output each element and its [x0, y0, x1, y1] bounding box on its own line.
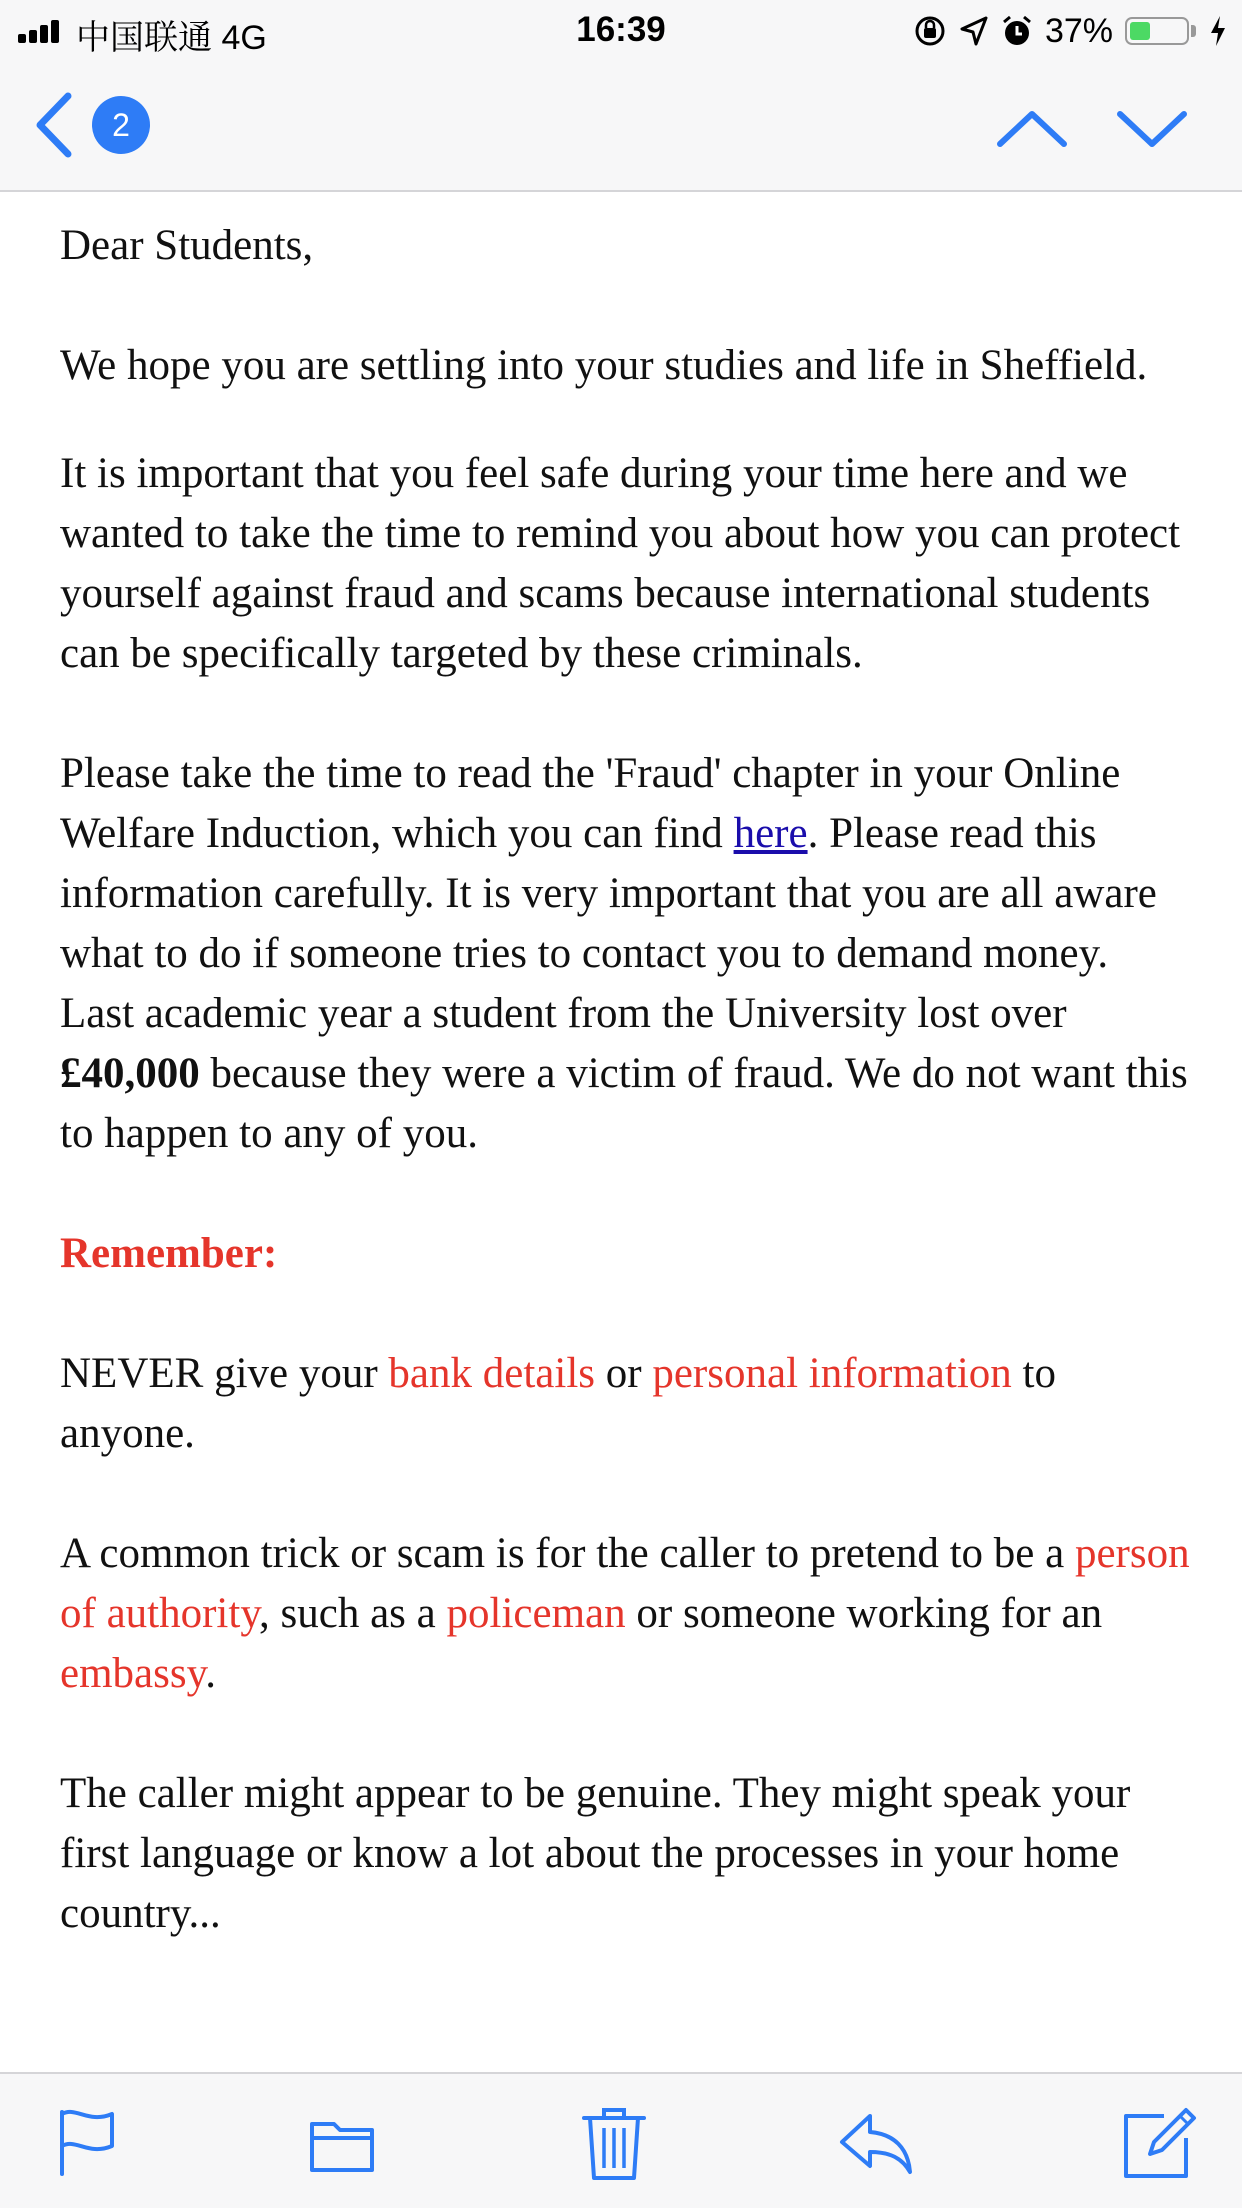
paragraph-common-trick	[60, 1524, 1190, 1704]
chevron-down-icon	[1112, 92, 1192, 162]
folder-icon	[304, 2102, 380, 2182]
policeman-highlight: policeman	[446, 1590, 626, 1637]
compose-button[interactable]	[1120, 2102, 1196, 2182]
status-time: 16:39	[576, 10, 666, 49]
email-body	[60, 192, 1190, 2072]
flag-icon	[50, 2102, 126, 2182]
move-to-folder-button[interactable]	[304, 2102, 380, 2182]
trash-icon	[576, 2102, 652, 2182]
authority-highlight: person of authority	[60, 1530, 1190, 1637]
status-bar	[0, 0, 1242, 62]
paragraph-settling: We hope you are settling into your studies and life in Sheffield.	[60, 342, 1148, 389]
chevron-up-icon	[992, 92, 1072, 162]
loss-amount: £40,000	[60, 1050, 200, 1097]
message-nav-bar	[0, 62, 1242, 192]
status-right-group	[913, 10, 1228, 52]
trick-text-a: A common trick or scam is for the caller to pretend to be a	[60, 1530, 1075, 1577]
trick-text-d: .	[205, 1650, 217, 1697]
bank-details-highlight: bank details	[388, 1350, 596, 1397]
charging-icon	[1208, 14, 1228, 48]
trick-text-c: or someone working for an	[625, 1590, 1103, 1637]
location-icon	[959, 15, 989, 47]
here-link[interactable]: here	[733, 810, 808, 857]
next-message-button[interactable]	[1112, 92, 1192, 162]
reply-icon	[836, 2102, 916, 2182]
battery-tip	[1191, 25, 1196, 37]
previous-message-button[interactable]	[992, 92, 1072, 162]
never-text-c: to anyone.	[60, 1350, 1056, 1457]
paragraph-safety: It is important that you feel safe during your time here and we wanted to take the time to remind you about how you can protect yourself against fraud and scams because international students can be specifically targeted by these criminals.	[60, 450, 1181, 677]
fraud-text-middle: . Please read this information carefully. It is very important that you are all aware what to do if someone tries to contact you to demand money. Last academic year a student from the University lost over	[60, 810, 1157, 1037]
carrier-label: 中国联通 4G	[76, 19, 267, 57]
paragraph-fraud-chapter	[60, 744, 1190, 1164]
flag-button[interactable]	[50, 2102, 126, 2182]
never-text-a: NEVER give your	[60, 1350, 389, 1397]
alarm-icon	[1001, 14, 1033, 48]
remember-heading: Remember:	[60, 1230, 278, 1277]
fraud-text-end: because they were a victim of fraud. We do not want this to happen to any of you.	[60, 1050, 1188, 1157]
orientation-lock-icon	[913, 14, 947, 48]
battery-percent: 37%	[1044, 11, 1113, 50]
reply-button[interactable]	[836, 2102, 912, 2182]
fraud-text-start: Please take the time to read the 'Fraud' chapter in your Online Welfare Induction, which you can find	[60, 750, 1121, 857]
paragraph-caller-genuine: The caller might appear to be genuine. They might speak your first language or know a lot about the processes in your home country...	[60, 1770, 1131, 1937]
trick-text-b: , such as a	[259, 1590, 447, 1637]
paragraph-never-give	[60, 1344, 1190, 1464]
never-text-b: or	[595, 1350, 653, 1397]
bottom-toolbar	[0, 2072, 1242, 2208]
unread-count-badge: 2	[92, 96, 150, 154]
trash-button[interactable]	[576, 2102, 652, 2182]
personal-info-highlight: personal information	[652, 1350, 1012, 1397]
chevron-left-icon	[30, 90, 80, 160]
battery-icon	[1125, 17, 1189, 45]
compose-icon	[1120, 2102, 1200, 2182]
embassy-highlight: embassy	[60, 1650, 206, 1697]
greeting: Dear Students,	[60, 222, 314, 269]
